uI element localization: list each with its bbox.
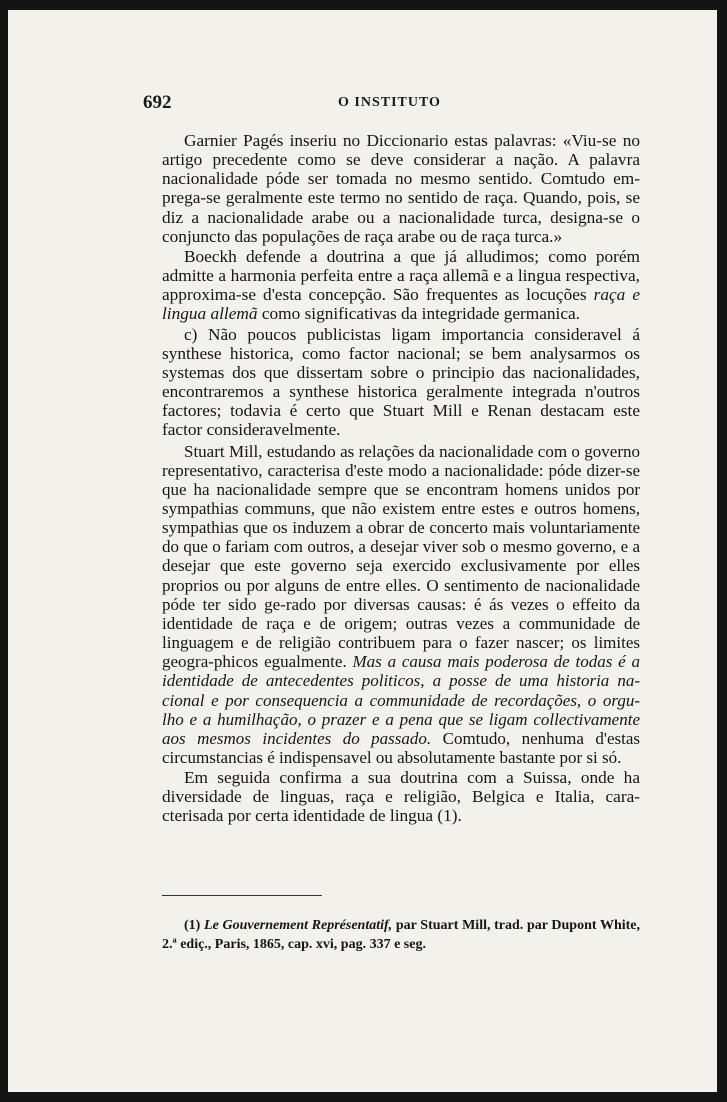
paragraph-stuart-mill-text: Stuart Mill, estudando as relações da nacionalidade com o governo representativo, caracterisa d'este modo a nacionalidade: póde dizer-se que ha nacionalidade sempre que se encontram homens unidos por sympathias communs, que não existem entre estes e outros homens, sympathias que os induzem a obrar de concerto mais voluntariamente do que o fariam com outros, a desejar viver sob o mesmo governo, e a desejar que este governo seja exercido exclusivamente por elles proprios ou por alguns de entre elles. O sentimento de nacionalidade póde ter sido ge-rado por diversas causas: é ás vezes o effeito da identidade de raça e de origem; outras vezes a communidade de linguagem e de religião contribuem para o fazer nascer; os limites geogra-phicos egualmente. <box>162 441 640 672</box>
book-page <box>8 10 717 1092</box>
paragraph-boeckh-italic: raça e lingua allemã <box>162 285 640 324</box>
paragraph-boeckh-end: como significativas da integridade germanica. <box>261 304 581 324</box>
footnote-divider <box>162 895 322 896</box>
running-title: O INSTITUTO <box>338 95 441 110</box>
paragraph-boeckh <box>162 247 640 324</box>
paragraph-stuart-mill-italic: Mas a causa mais poderosa de todas é a identidade de antecedentes politicos, a posse de uma historia na-cional e por consequencia a communidade de recordações, o orgu-lho e a humilhação, o prazer e a pena que se ligam collectivamente aos mesmos incidentes do passado. <box>162 652 640 748</box>
footnote-marker: (1) <box>184 918 201 933</box>
footnote-title: Le Gouvernement Représentatif, <box>204 918 393 933</box>
paragraph-garnier: Garnier Pagés inseriu no Diccionario estas palavras: «Viu-se no artigo precedente como se deve considerar a nação. A palavra nacionalidade póde ser tomada no mesmo sentido. Comtudo em-prega-se geralmente este termo no sentido de raça. Quando, pois, se diz a nacionalidade arabe ou a nacionalidade turca, designa-se o conjuncto das populações de raça arabe ou de raça turca.» <box>162 131 640 246</box>
paragraph-synthese: c) Não poucos publicistas ligam importancia consideravel á synthese historica, como factor nacional; se bem analysarmos os systemas dos que dissertam sobre o principio das nacionalidades, encontraremos a synthese historica geralmente integrada n'outros factores; todavia é certo que Stuart Mill e Renan destacam este factor consideravelmente. <box>162 324 640 440</box>
footnote <box>162 916 640 954</box>
paragraph-boeckh-text: Boeckh defende a doutrina a que já alludimos; como porém admitte a harmonia perfeita entre a raça allemã e a lingua respectiva, approxima-se d'esta concepção. São frequentes as locuções <box>162 246 640 305</box>
footnote-text: par Stuart Mill, trad. par Dupont White, 2.ª ediç., Paris, 1865, cap. xvi, pag. 337 e seg. <box>162 918 641 952</box>
paragraph-stuart-mill <box>162 442 640 768</box>
paragraph-stuart-mill-end: Comtudo, nenhuma d'estas circumstancias é indispensavel ou absolutamente bastante por si só. <box>162 728 640 767</box>
page-number: 692 <box>143 92 172 113</box>
body-text <box>162 131 640 826</box>
paragraph-suissa: Em seguida confirma a sua doutrina com a Suissa, onde ha diversidade de linguas, raça e religião, Belgica e Italia, cara-cterisada por certa identidade de lingua (1). <box>162 768 640 826</box>
